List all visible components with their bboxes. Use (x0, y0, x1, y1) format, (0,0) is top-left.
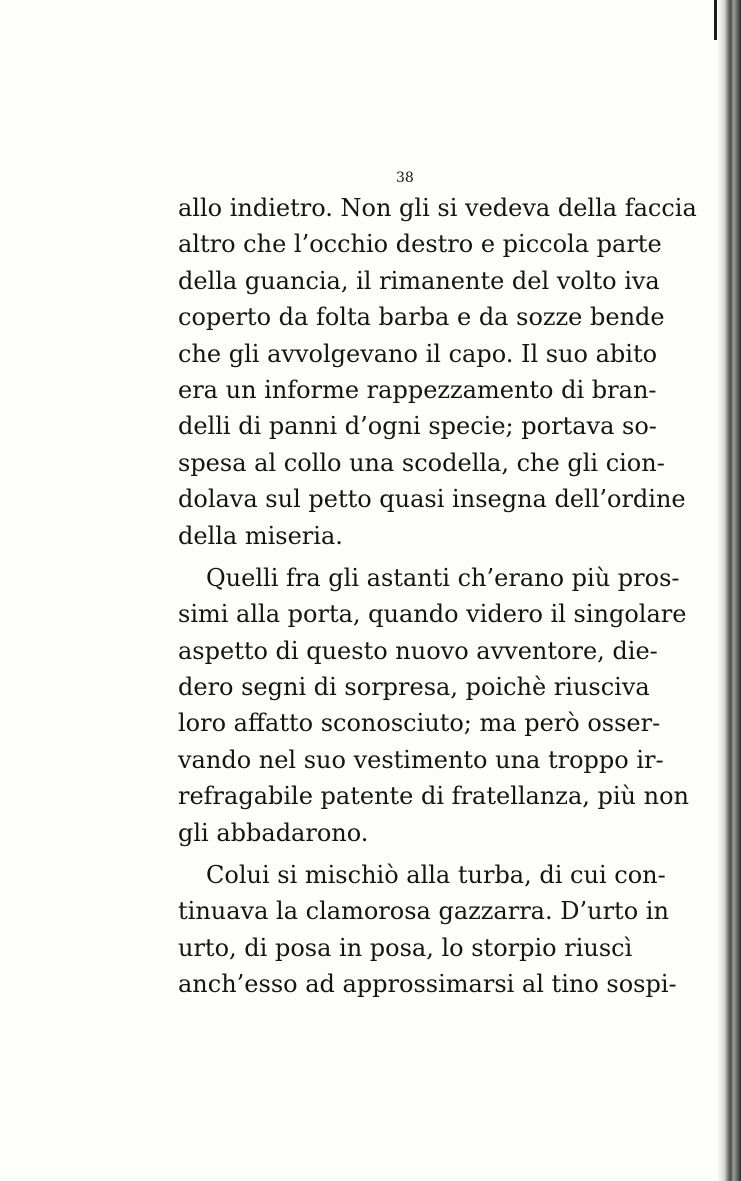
text-line: Colui si mischiò alla turba, di cui con- (206, 861, 666, 890)
text-line: delli di panni d’ogni specie; portava so- (178, 412, 657, 441)
text-line: Quelli fra gli astanti ch’erano più pros- (206, 563, 680, 592)
text-line: che gli avvolgevano il capo. Il suo abito (178, 339, 658, 368)
paragraph-3 (178, 857, 677, 1003)
text-line: vando nel suo vestimento una troppo ir- (178, 745, 664, 774)
text-line: urto, di posa in posa, lo storpio riuscì (178, 933, 633, 962)
text-line: spesa al collo una scodella, che gli cion- (178, 448, 665, 477)
text-line: era un informe rappezzamento di bran- (178, 375, 657, 404)
page-number: 38 (396, 170, 414, 186)
paragraph-2 (178, 560, 690, 851)
text-line: tinuava la clamorosa gazzarra. D’urto in (178, 897, 669, 926)
body-text (178, 190, 697, 1003)
text-line: dolava sul petto quasi insegna dell’ordine (178, 485, 686, 514)
text-line: allo indietro. Non gli si vedeva della faccia (178, 194, 697, 222)
text-line: loro affatto sconosciuto; ma però osser- (178, 709, 661, 738)
text-line: refragabile patente di fratellanza, più non (178, 782, 690, 811)
text-line: della miseria. (178, 521, 343, 550)
text-line: gli abbadarono. (178, 818, 369, 847)
text-line: simi alla porta, quando videro il singolare (178, 600, 687, 629)
text-line: anch’esso ad approssimarsi al tino sospi- (178, 970, 677, 999)
page-edge-mark (714, 0, 717, 40)
text-line: altro che l’occhio destro e piccola parte (178, 230, 662, 259)
text-line: coperto da folta barba e da sozze bende (178, 303, 665, 332)
text-line: dero segni di sorpresa, poichè riusciva (178, 673, 650, 702)
text-line: aspetto di questo nuovo avventore, die- (178, 636, 658, 665)
text-line: della guancia, il rimanente del volto iva (178, 266, 660, 295)
paragraph-1 (178, 190, 697, 554)
page-edge-shadow (717, 0, 741, 1181)
